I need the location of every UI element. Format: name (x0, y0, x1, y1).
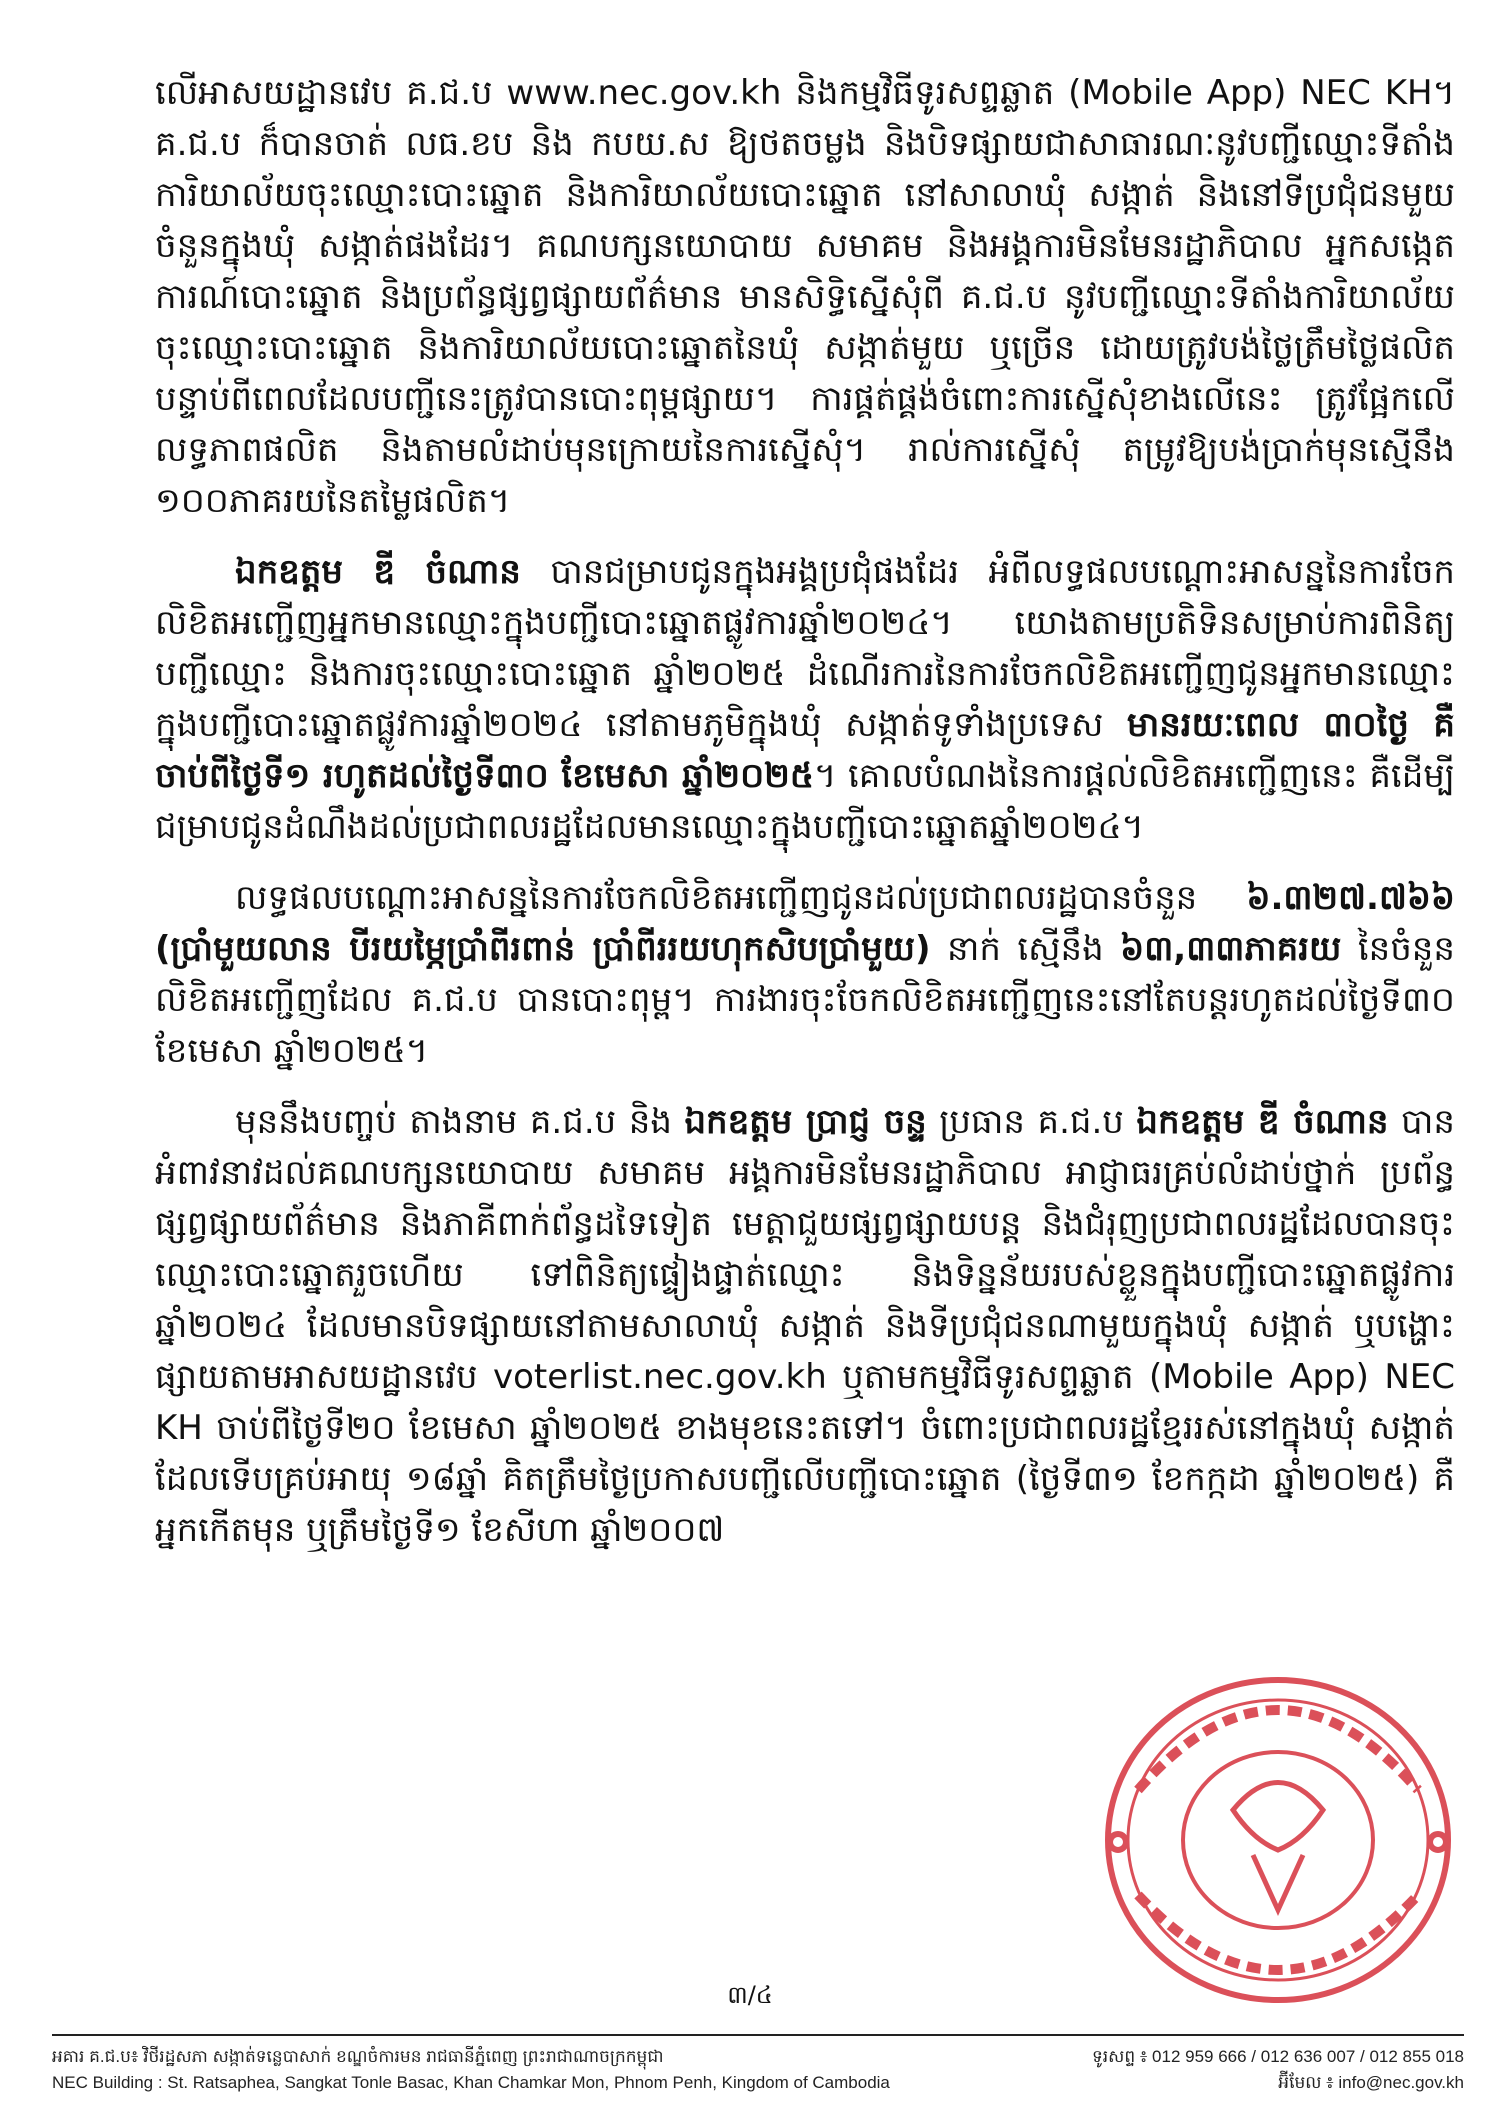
text-run: នាក់ ស្មើនឹង (930, 929, 1121, 969)
text-run: នៃចំនួនលិខិតអញ្ជើញដែល គ.ជ.ប បានបោះពុម្ព។ ការងារចុះចែកលិខិតអញ្ជើញនេះនៅតែបន្តរហូតដល់ថ្ងៃទី៣០ ខែមេសា ឆ្នាំ២០២៥។ (155, 929, 1466, 1071)
seal-star-right (1430, 1834, 1446, 1850)
text-run: លើអាសយដ្ឋានវេប គ.ជ.ប www.nec.gov.kh និងកម្មវិធីទូរសព្ទឆ្លាត (Mobile App) NEC KH។ គ.ជ.ប ក៏បានចាត់ លធ.ខប និង កបយ.ស ឱ្យថតចម្លង និងបិទផ្សាយជាសាធារណៈនូវបញ្ជីឈ្មោះទីតាំងការិយាល័យចុះឈ្មោះបោះឆ្នោត និងការិយាល័យបោះឆ្នោត នៅសាលាឃុំ សង្កាត់ និងនៅទីប្រជុំជនមួយចំនួនក្នុងឃុំ សង្កាត់ផងដែរ។ គណបក្សនយោបាយ សមាគម និងអង្គការមិនមែនរដ្ឋាភិបាល អ្នកសង្កេតការណ៍បោះឆ្នោត និងប្រព័ន្ធផ្សព្វផ្សាយព័ត៌មាន មានសិទ្ធិស្នើសុំពី គ.ជ.ប នូវបញ្ជីឈ្មោះទីតាំងការិយាល័យចុះឈ្មោះបោះឆ្នោត និងការិយាល័យបោះឆ្នោតនៃឃុំ សង្កាត់មួយ ឬច្រើន ដោយត្រូវបង់ថ្លៃត្រឹមថ្លៃផលិត បន្ទាប់ពីពេលដែលបញ្ជីនេះត្រូវបានបោះពុម្ពផ្សាយ។ ការផ្គត់ផ្គង់ចំពោះការស្នើសុំខាងលើនេះ ត្រូវផ្អែកលើលទ្ធភាពផលិត និងតាមលំដាប់មុនក្រោយនៃការស្នើសុំ។ រាល់ការស្នើសុំ តម្រូវឱ្យបង់ប្រាក់មុនស្មើនឹង ១០០ភាគរយនៃតម្លៃផលិត។ (155, 73, 1466, 521)
footer-email: អ៊ីមែល ៖ info@nec.gov.kh (1278, 2073, 1464, 2092)
seal-text-arc-top (1138, 1710, 1418, 1790)
seal-outer-ring (1108, 1680, 1448, 2000)
seal-center-ring (1183, 1752, 1373, 1928)
seal-emblem-base (1253, 1855, 1303, 1910)
bold-text-run: ៦៣,៣៣ភាគរយ (1120, 929, 1342, 969)
bold-text-run: ៦.៣២៧.៧៦៦ (ប្រាំមួយលាន បីរយម្ភៃប្រាំពីរពាន់ ប្រាំពីររយហុកសិបប្រាំមួយ) (155, 878, 1467, 969)
seal-star-left (1110, 1834, 1126, 1850)
bold-text-run: ឯកឧត្តម ឌី ចំណាន (1136, 1102, 1389, 1142)
footer-row-1 (52, 2044, 1464, 2070)
seal-text-arc-bottom (1138, 1895, 1418, 1970)
footer-address-km: អគារ គ.ជ.ប៖ វិថីរដ្ឋសភា សង្កាត់ទន្លេបាសាក់ ខណ្ឌចំការមន រាជធានីភ្នំពេញ ព្រះរាជាណាចក្រកម្ពុជា (52, 2047, 664, 2066)
text-run: លទ្ធផលបណ្ដោះអាសន្ននៃការចែកលិខិតអញ្ជើញជូនដល់ប្រជាពលរដ្ឋបានចំនួន (235, 878, 1247, 918)
bold-text-run: មានរយៈពេល ៣០ថ្ងៃ គឺចាប់ពីថ្ងៃទី១ រហូតដល់ថ្ងៃទី៣០ ខែមេសា ឆ្នាំ២០២៥ (155, 705, 1455, 796)
text-run: បានជម្រាបជូនក្នុងអង្គប្រជុំផងដែរ អំពីលទ្ធផលបណ្ដោះអាសន្ននៃការចែកលិខិតអញ្ជើញអ្នកមានឈ្មោះក្នុងបញ្ជីបោះឆ្នោតផ្លូវការឆ្នាំ២០២៤។ យោងតាមប្រតិទិនសម្រាប់ការពិនិត្យបញ្ជីឈ្មោះ និងការចុះឈ្មោះបោះឆ្នោត ឆ្នាំ២០២៥ ដំណើរការនៃការចែកលិខិតអញ្ជើញជូនអ្នកមានឈ្មោះក្នុងបញ្ជីបោះឆ្នោតផ្លូវការឆ្នាំ២០២៤ នៅតាមភូមិក្នុងឃុំ សង្កាត់ទូទាំងប្រទេស (155, 552, 1455, 745)
footer-row-2 (52, 2070, 1464, 2096)
paragraph (155, 68, 1466, 527)
paragraph (155, 547, 1455, 853)
document-body (155, 68, 1467, 1576)
bold-text-run: ឯកឧត្តម ឌី ចំណាន (235, 552, 521, 592)
text-run: ប្រធាន គ.ជ.ប (926, 1102, 1137, 1142)
text-run: ។ គោលបំណងនៃការផ្ដល់លិខិតអញ្ជើញនេះ គឺដើម្បីជម្រាបជូនដំណឹងដល់ប្រជាពលរដ្ឋដែលមានឈ្មោះក្នុងបញ្ជីបោះឆ្នោតឆ្នាំ២០២៤។ (155, 756, 1455, 847)
paragraph (155, 1097, 1466, 1556)
page-number: ៣/៤ (727, 1981, 773, 2009)
seal-inner-ring (1128, 1700, 1428, 1980)
footer-divider (52, 2034, 1464, 2036)
text-run: បានអំពាវនាវដល់គណបក្សនយោបាយ សមាគម អង្គការមិនមែនរដ្ឋាភិបាល អាជ្ញាធរគ្រប់លំដាប់ថ្នាក់ ប្រព័ន្ធផ្សព្វផ្សាយព័ត៌មាន និងភាគីពាក់ព័ន្ធដទៃទៀត មេត្តាជួយផ្សព្វផ្សាយបន្ត និងជំរុញប្រជាពលរដ្ឋដែលបានចុះឈ្មោះបោះឆ្នោតរួចហើយ ទៅពិនិត្យផ្ទៀងផ្ទាត់ឈ្មោះ និងទិន្នន័យរបស់ខ្លួនក្នុងបញ្ជីបោះឆ្នោតផ្លូវការឆ្នាំ២០២៤ ដែលមានបិទផ្សាយនៅតាមសាលាឃុំ សង្កាត់ និងទីប្រជុំជនណាមួយក្នុងឃុំ សង្កាត់ ឬបង្ហោះផ្សាយតាមអាសយដ្ឋានវេប voterlist.nec.gov.kh ឬតាមកម្មវិធីទូរសព្ទឆ្លាត (Mobile App) NEC KH ចាប់ពីថ្ងៃទី២០ ខែមេសា ឆ្នាំ២០២៥ ខាងមុខនេះតទៅ។ ចំពោះប្រជាពលរដ្ឋខ្មែររស់នៅក្នុងឃុំ សង្កាត់ ដែលទើបគ្រប់អាយុ ១៨ឆ្នាំ គិតត្រឹមថ្ងៃប្រកាសបញ្ជីលើបញ្ជីបោះឆ្នោត (ថ្ងៃទី៣១ ខែកក្កដា ឆ្នាំ២០២៥) គឺ អ្នកកើតមុន ឬត្រឹមថ្ងៃទី១ ខែសីហា ឆ្នាំ២០០៧ (155, 1102, 1466, 1550)
text-run: មុននឹងបញ្ចប់ តាងនាម គ.ជ.ប និង (235, 1102, 685, 1142)
footer (52, 2044, 1464, 2096)
paragraph (155, 873, 1467, 1077)
official-seal-stamp (1068, 1660, 1468, 2020)
seal-emblem (1233, 1783, 1323, 1851)
footer-phone: ទូរសព្ទ ៖ 012 959 666 / 012 636 007 / 012 855 018 (1091, 2047, 1464, 2066)
footer-address-en: NEC Building : St. Ratsaphea, Sangkat Tonle Basac, Khan Chamkar Mon, Phnom Penh, Kingdom of Cambodia (52, 2073, 890, 2092)
bold-text-run: ឯកឧត្តម ប្រាជ្ញ ចន្ទ (684, 1102, 927, 1142)
